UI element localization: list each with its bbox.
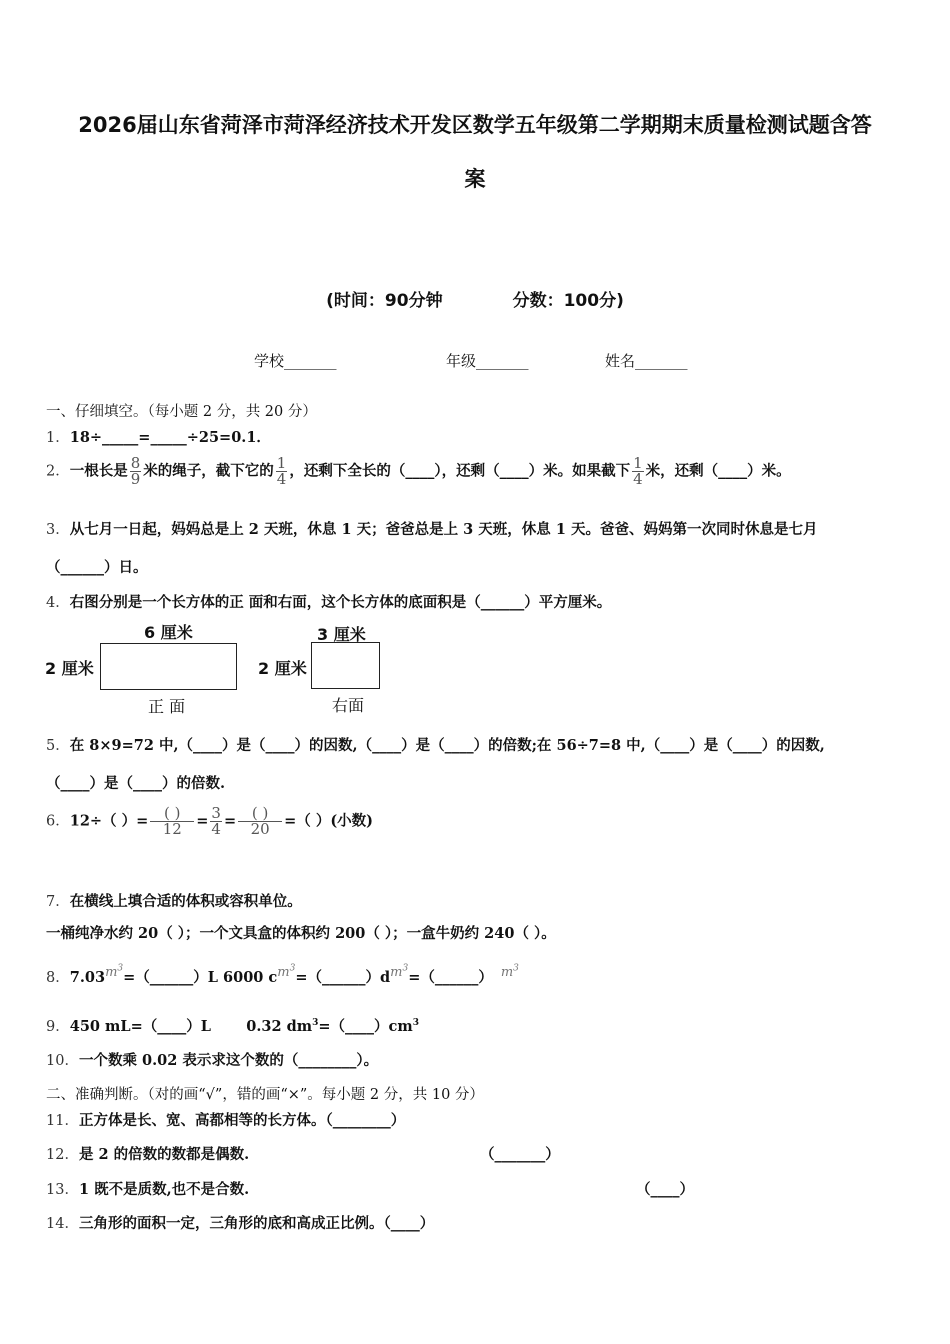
question-number: 8． [46,970,70,986]
front-height-label: 2 厘米 [45,659,94,678]
question-4 [46,591,611,612]
question-text: 450 mL=（____）L 0.32 dm [69,1018,313,1035]
unit-exponent: 3 [117,963,124,974]
question-number: 2． [46,463,70,480]
section-1-heading: 一、仔细填空。（每小题 2 分，共 20 分） [46,404,317,420]
fraction [632,456,644,487]
question-text: ，还剩下全长的（____），还剩（____）米。如果截下 [289,462,631,480]
question-number: 9． [46,1019,70,1035]
denominator: 9 [130,470,141,488]
question-text: = [223,812,237,830]
unit-letter: m [390,965,403,980]
front-face-label: 正 面 [148,697,186,716]
numerator: 8 [130,454,141,472]
question-1 [46,426,271,447]
page-title [40,98,910,206]
denominator: 20 [250,820,270,838]
section-2-heading: 二、准确判断。（对的画“√”，错的画“×”。每小题 2 分，共 10 分） [46,1087,484,1103]
question-number: 12． [46,1147,79,1163]
question-text: =（______）d [295,969,391,986]
question-text: 从七月一日起，妈妈总是上 2 天班，休息 1 天；爸爸总是上 3 天班，休息 1 天。爸爸、妈妈第一次同时休息是七月 [69,521,818,538]
unit-letter: m [277,965,290,980]
school-field[interactable]: 学校_______ [254,352,337,370]
unit-m3 [277,965,295,980]
exam-meta [0,286,950,311]
question-number: 1． [46,430,70,446]
question-text: 18÷_____=_____÷25=0.1． [69,429,271,446]
question-text: =（ ）(小数) [284,812,374,830]
unit-exponent: 3 [402,963,409,974]
question-text: 7.03 [69,969,106,986]
question-3 [46,518,817,539]
numerator: 1 [633,454,643,472]
unit-m3 [105,965,123,980]
question-11 [46,1109,405,1130]
side-face-rect [311,642,380,689]
question-10 [46,1049,378,1070]
question-2 [46,456,791,487]
question-12-answer-blank[interactable]: （_______） [480,1146,560,1163]
question-text: 在横线上填合适的体积或容积单位。 [69,893,302,910]
question-text: 是 2 的倍数的数都是偶数. [78,1146,250,1163]
grade-field[interactable]: 年级_______ [446,352,529,370]
denominator: 12 [162,820,182,838]
denominator: 4 [211,820,221,838]
question-text: 1 既不是质数,也不是合数. [78,1181,250,1198]
question-number: 10． [46,1053,79,1069]
question-7 [46,890,302,911]
question-text: 三角形的面积一定，三角形的底和高成正比例。（____） [78,1215,435,1232]
side-width-label: 3 厘米 [317,625,366,644]
side-height-label: 2 厘米 [258,659,307,678]
unit-exponent: 3 [289,963,296,974]
question-text: 一个数乘 0.02 表示求这个数的（________）。 [78,1052,379,1069]
question-text: 一根长是 [69,462,128,480]
question-text: 在 8×9=72 中,（____）是（____）的因数,（____）是（____）的倍数;在 56÷7=8 中,（____）是（____）的因数, [69,737,825,754]
question-5-line-2: （____）是（____）的倍数. [46,775,226,792]
question-text: 右图分别是一个长方体的正 面和右面，这个长方体的底面积是（______）平方厘米。 [69,594,612,611]
question-number: 14． [46,1216,79,1232]
numerator: 3 [211,804,221,822]
fraction [210,806,222,837]
question-5 [46,734,825,755]
question-text: =（______） [408,969,493,986]
fraction [238,806,282,837]
question-9 [46,1015,419,1036]
unit-m3 [390,965,408,980]
numerator: 1 [276,454,287,472]
question-13-answer-blank[interactable]: （____） [636,1181,694,1198]
question-number: 3． [46,522,70,538]
unit-exponent: 3 [412,1018,419,1029]
side-face-label: 右面 [332,696,365,715]
exam-time: (时间：90分钟 [326,291,443,311]
question-8 [46,963,519,987]
front-width-label: 6 厘米 [144,623,193,642]
question-number: 11． [46,1113,79,1129]
denominator: 4 [633,470,643,488]
question-6 [46,806,373,837]
question-text: 12÷（ ）= [69,812,149,830]
front-face-rect [100,643,237,690]
unit-letter: m [105,965,118,980]
exam-score: 分数：100分) [512,291,624,311]
question-number: 5． [46,738,70,754]
numerator: ( ) [238,806,282,822]
question-7-line-2: 一桶纯净水约 20（ ）；一个文具盒的体积约 200（ ）；一盒牛奶约 240（ ）。 [46,925,556,942]
fraction [130,456,142,487]
unit-letter: m [500,965,514,980]
title-line-1: 2026届山东省菏泽市菏泽经济技术开发区数学五年级第二学期期末质量检测试题含答 [78,113,872,137]
name-field[interactable]: 姓名_______ [605,352,688,370]
question-14 [46,1212,434,1233]
question-number: 4． [46,595,70,611]
question-13 [46,1178,249,1199]
unit-exponent: 3 [312,1018,319,1029]
question-text: 正方体是长、宽、高都相等的长方体。（________） [78,1112,406,1129]
question-text: 米的绳子，截下它的 [143,462,274,480]
title-line-2: 案 [464,167,486,191]
unit-m3 [501,965,519,980]
question-12 [46,1143,249,1164]
question-text: = [196,812,209,830]
unit-exponent: 3 [513,963,519,974]
question-number: 13． [46,1182,79,1198]
question-number: 7． [46,894,70,910]
denominator: 4 [276,470,287,488]
question-3-line-2: （______）日。 [46,559,148,576]
fraction [276,456,288,487]
question-text: 米，还剩（____）米。 [645,462,791,480]
question-text: =（______）L 6000 c [123,969,278,986]
fraction [150,806,194,837]
question-text: =（____）cm [318,1018,413,1035]
numerator: ( ) [150,806,194,822]
question-number: 6． [46,813,70,830]
